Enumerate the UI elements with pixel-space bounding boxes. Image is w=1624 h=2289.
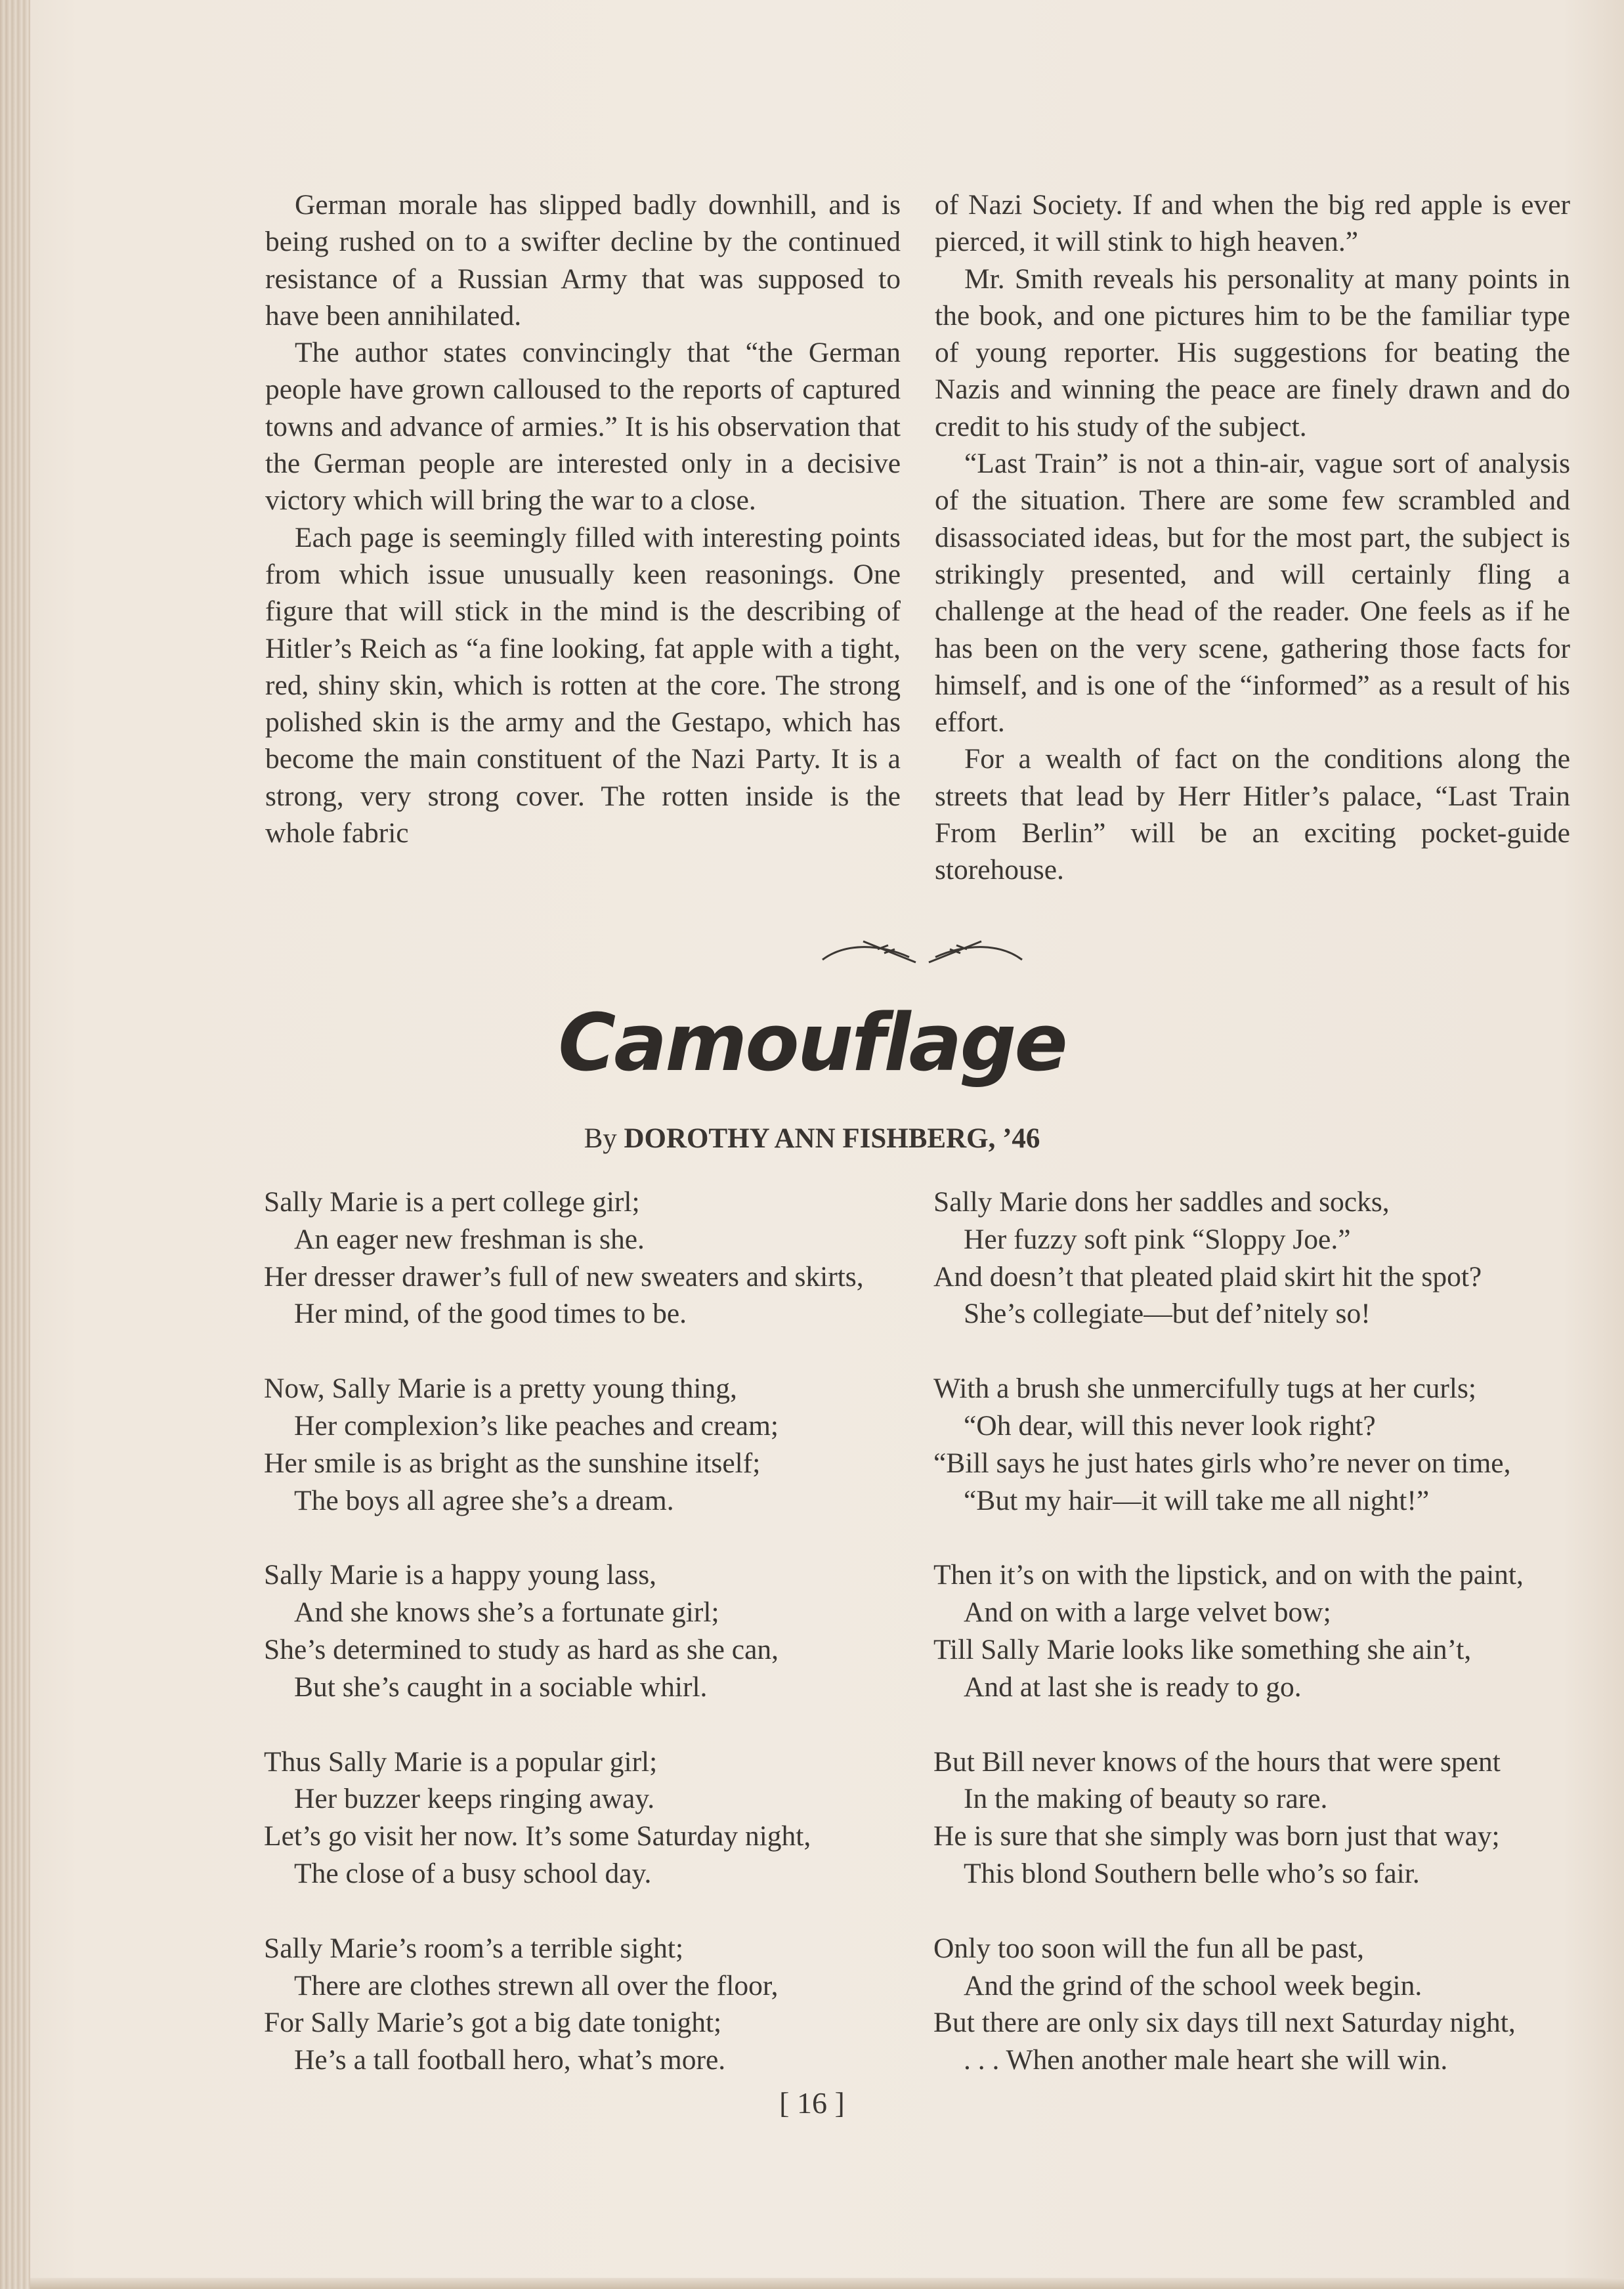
poem-line: In the making of beauty so rare. bbox=[964, 1783, 1328, 1815]
poem-stanza bbox=[933, 1556, 1610, 1705]
poem-line: With a brush she unmercifully tugs at her curls; bbox=[933, 1373, 1476, 1405]
article-paragraph: Each page is seemingly filled with interesting points from which issue unusually keen reasonings. One figure that will stick in the mind is the describing of Hitler’s Reich as “a fine looking, fat apple with a tight, red, shiny skin, which is rotten at the core. The strong polished skin is the army and the Gestapo, which has become the main constituent of the Nazi Party. It is a strong, very strong cover. The rotten inside is the whole fabric bbox=[265, 521, 901, 849]
poem-line: Only too soon will the fun all be past, bbox=[933, 1932, 1365, 1964]
poem-line: She’s determined to study as hard as she can, bbox=[264, 1633, 779, 1665]
poem-line: Sally Marie’s room’s a terrible sight; bbox=[264, 1932, 684, 1964]
poem-byline bbox=[0, 1121, 1624, 1157]
byline-author: DOROTHY ANN FISHBERG, ’46 bbox=[624, 1123, 1040, 1154]
poem-line: Her fuzzy soft pink “Sloppy Joe.” bbox=[964, 1223, 1351, 1255]
poem-line: But she’s caught in a sociable whirl. bbox=[294, 1671, 708, 1703]
poem-line: And at last she is ready to go. bbox=[964, 1671, 1302, 1703]
article-paragraph: For a wealth of fact on the conditions along the streets that lead by Herr Hitler’s palace, “Last Train From Berlin” will be an exciting pocket-guide storehouse. bbox=[935, 743, 1570, 886]
poem-line: He’s a tall football hero, what’s more. bbox=[294, 2044, 726, 2076]
poem-line: Her buzzer keeps ringing away. bbox=[294, 1783, 655, 1815]
decorative-flourish-icon bbox=[817, 926, 1027, 972]
poem-line: And the grind of the school week begin. bbox=[964, 1969, 1422, 2001]
poem-line: “Oh dear, will this never look right? bbox=[964, 1409, 1376, 1442]
poem-line: For Sally Marie’s got a big date tonight; bbox=[264, 2007, 722, 2039]
poem-line: Let’s go visit her now. It’s some Saturday night, bbox=[264, 1820, 811, 1852]
poem-line: Then it’s on with the lipstick, and on with the paint, bbox=[933, 1559, 1524, 1591]
poem-stanza bbox=[264, 1556, 927, 1705]
poem-left-column bbox=[264, 1184, 927, 2116]
poem-stanza bbox=[264, 1743, 927, 1893]
article-right-column bbox=[935, 186, 1570, 889]
byline-prefix: By bbox=[584, 1123, 617, 1154]
poem-line: “But my hair—it will take me all night!” bbox=[964, 1484, 1430, 1516]
page-number: [ 16 ] bbox=[779, 2086, 845, 2120]
poem-line: An eager new freshman is she. bbox=[294, 1223, 645, 1255]
poem-line: She’s collegiate—but def’nitely so! bbox=[964, 1298, 1371, 1330]
poem-line: This blond Southern belle who’s so fair. bbox=[964, 1857, 1420, 1889]
article-left-column bbox=[265, 186, 901, 851]
poem-line: Her smile is as bright as the sunshine itself; bbox=[264, 1447, 761, 1479]
poem-line: The boys all agree she’s a dream. bbox=[294, 1484, 674, 1516]
poem-line: Her complexion’s like peaches and cream; bbox=[294, 1409, 779, 1442]
poem-title: Camouflage bbox=[558, 998, 1066, 1089]
poem-line: Sally Marie is a pert college girl; bbox=[264, 1186, 640, 1218]
poem-line: Her dresser drawer’s full of new sweaters and skirts, bbox=[264, 1260, 864, 1293]
poem-stanza bbox=[264, 1930, 927, 2079]
poem-line: “Bill says he just hates girls who’re never on time, bbox=[933, 1447, 1511, 1479]
article-paragraph: “Last Train” is not a thin-air, vague sort of analysis of the situation. There are some few scrambled and disassociated ideas, but for the most part, the subject is strikingly presented, and will certainly fling a challenge at the head of the reader. One feels as if he has been on the very scene, gathering those facts for himself, and is one of the “informed” as a result of his effort. bbox=[935, 448, 1570, 738]
poem-line: But there are only six days till next Saturday night, bbox=[933, 2007, 1516, 2039]
poem-stanza bbox=[264, 1370, 927, 1519]
poem-line: There are clothes strewn all over the floor, bbox=[294, 1969, 779, 2001]
poem-line: Sally Marie dons her saddles and socks, bbox=[933, 1186, 1390, 1218]
poem-stanza bbox=[933, 1184, 1610, 1333]
article-paragraph: of Nazi Society. If and when the big red apple is ever pierced, it will stink to high heaven.” bbox=[935, 189, 1570, 258]
poem-right-column bbox=[933, 1184, 1610, 2116]
poem-line: Sally Marie is a happy young lass, bbox=[264, 1559, 657, 1591]
poem-line: He is sure that she simply was born just that way; bbox=[933, 1820, 1500, 1852]
poem-line: And doesn’t that pleated plaid skirt hit the spot? bbox=[933, 1260, 1482, 1293]
poem-line: Thus Sally Marie is a popular girl; bbox=[264, 1745, 658, 1778]
poem-stanza bbox=[264, 1184, 927, 1333]
poem-line: The close of a busy school day. bbox=[294, 1857, 652, 1889]
poem-stanza bbox=[933, 1930, 1610, 2079]
page-bottom-edge bbox=[30, 2278, 1624, 2289]
article-paragraph: German morale has slipped badly downhill, and is being rushed on to a swifter decline by the continued resistance of a Russian Army that was supposed to have been annihilated. bbox=[265, 189, 901, 332]
poem-stanza bbox=[933, 1370, 1610, 1519]
poem-line: Till Sally Marie looks like something she ain’t, bbox=[933, 1633, 1472, 1665]
poem-stanza bbox=[933, 1743, 1610, 1893]
poem-line: And she knows she’s a fortunate girl; bbox=[294, 1596, 719, 1629]
poem-line: But Bill never knows of the hours that were spent bbox=[933, 1745, 1501, 1778]
poem-line: Now, Sally Marie is a pretty young thing, bbox=[264, 1373, 737, 1405]
poem-line: Her mind, of the good times to be. bbox=[294, 1298, 687, 1330]
poem-line: And on with a large velvet bow; bbox=[964, 1596, 1331, 1629]
article-paragraph: Mr. Smith reveals his personality at many points in the book, and one pictures him to be the familiar type of young reporter. His suggestions for beating the Nazis and winning the peace are finely drawn and do credit to his study of the subject. bbox=[935, 263, 1570, 442]
article-paragraph: The author states convincingly that “the German people have grown calloused to the reports of captured towns and advance of armies.” It is his observation that the German people are interested only in a decisive victory which will bring the war to a close. bbox=[265, 337, 901, 517]
poem-line: . . . When another male heart she will win. bbox=[964, 2044, 1448, 2076]
